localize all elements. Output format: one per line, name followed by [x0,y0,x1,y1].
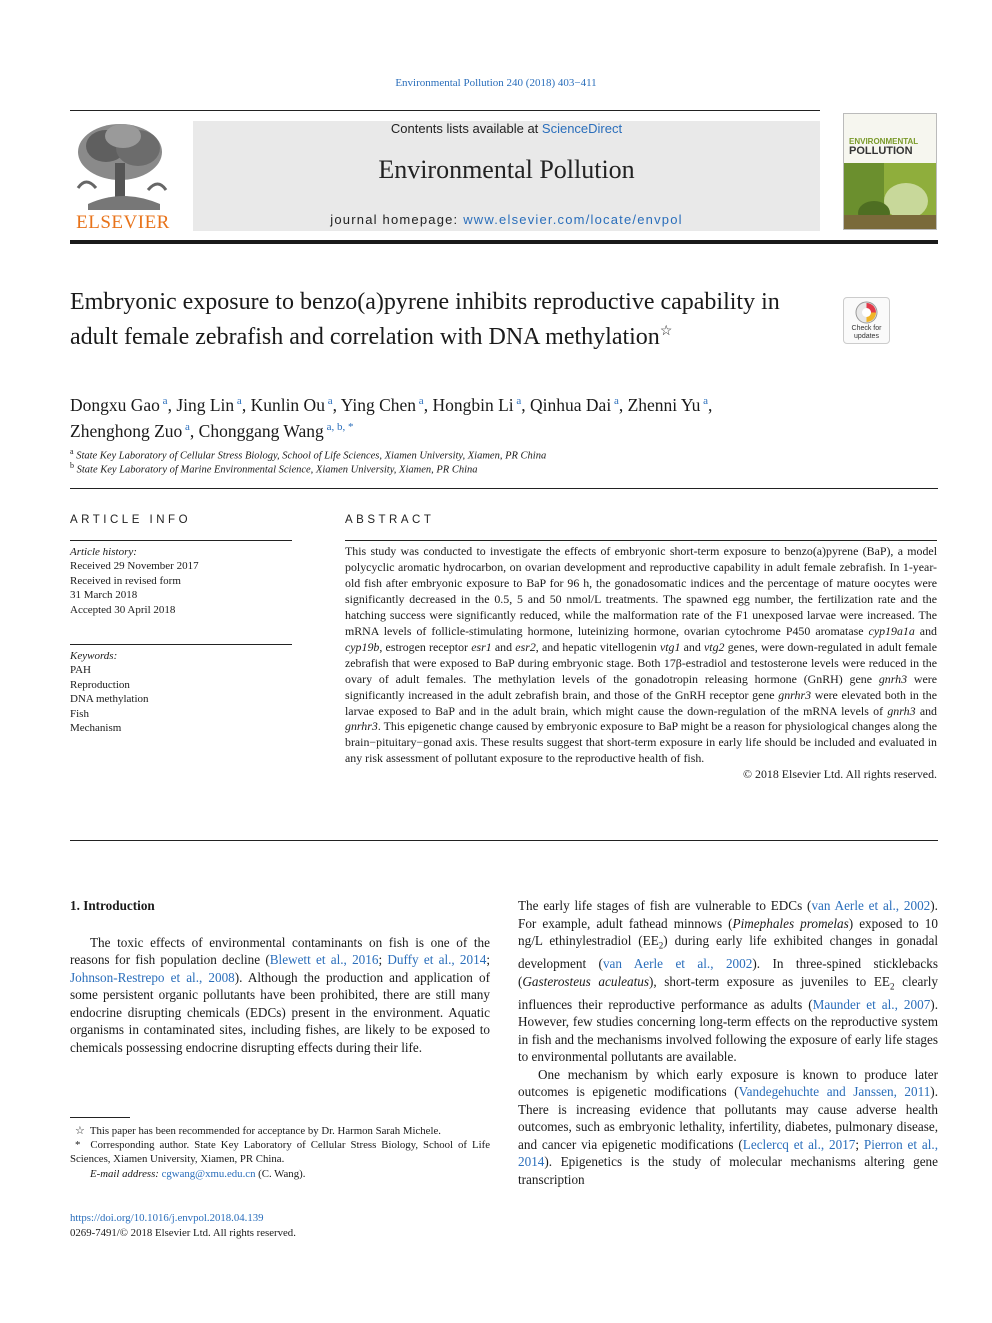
footnote-rule [70,1117,130,1118]
author-affiliation-mark[interactable]: a [513,395,522,407]
affiliation-b [70,459,930,478]
citation-link[interactable]: Pierron et al., 2014 [518,1136,938,1170]
text-run: , estrogen receptor [379,639,472,654]
italic-term: Pimephales promelas [732,915,849,931]
footnote-recommendation [70,1124,490,1138]
italic-term: cyp19b [345,639,380,654]
author-affiliation-mark[interactable]: a [700,395,708,407]
author-separator: , [707,394,713,415]
italic-term: vtg1 [659,639,681,654]
intro-heading: 1. Introduction [70,898,155,913]
italic-term: vtg2 [704,639,725,654]
sciencedirect-link[interactable]: ScienceDirect [541,121,623,136]
article-title [70,288,810,352]
section-rule [70,488,938,489]
homepage-line [193,212,820,227]
contents-line [193,121,820,136]
text-run: ). Although the production and application of some persistent organic pollutants have been prohibited, there are still many endocrine disrupting chemicals (EDCs) present in the environment. Aquatic organisms in contaminated sites, including fishes, are likely to be exposed to chemicals possessing endocrine disrupting effects during their life. [70,969,490,1055]
text-run: and [491,639,516,654]
history-item: Accepted 30 April 2018 [70,603,176,616]
keyword-item: DNA methylation [70,693,149,706]
subscript: 2 [658,940,664,951]
italic-term: cyp19a1a [868,623,915,638]
footnote-mark: ☆ [75,1125,85,1137]
text-run: and [680,639,705,654]
italic-term: Gasterosteus aculeatus [522,973,649,989]
keyword-item: Mechanism [70,722,122,735]
author-separator: , [521,394,531,415]
intro-left-column [70,897,490,1056]
author-separator: , [241,394,251,415]
check-for-updates-badge[interactable] [843,297,890,344]
running-head[interactable]: Environmental Pollution 240 (2018) 403−411 [395,77,597,89]
author-name[interactable]: Ying Chen [340,394,417,415]
text-run: ). Epigenetics is the study of molecular mechanisms altering gene transcription [518,1154,938,1187]
italic-term: esr2 [515,639,536,654]
journal-cover[interactable] [843,113,937,230]
author-name[interactable]: Zhenni Yu [627,394,701,415]
footnote-text: This paper has been recommended for acceptance by Dr. Harmon Sarah Michele. [89,1125,441,1137]
cover-image-icon [844,163,936,229]
cover-title-1: ENVIRONMENTAL [849,137,919,146]
author-separator: , [189,420,199,441]
affiliation-text: State Key Laboratory of Marine Environmental Science, Xiamen University, Xiamen, PR China [76,464,478,476]
affiliation-mark: b [70,461,74,470]
doi-line [70,1211,296,1241]
affiliation-mark: a [70,447,74,456]
abstract-rule [345,540,937,541]
history-item: Received 29 November 2017 [70,560,199,573]
author-name[interactable]: Zhenghong Zuo [70,420,183,441]
text-run: clearly influences their reproductive performance as adults ( [518,973,938,1012]
abstract-text [345,544,937,765]
history-label: Article history: [70,546,137,558]
author-separator: , [167,394,177,415]
affiliation-text: State Key Laboratory of Cellular Stress Biology, School of Life Sciences, Xiamen University, Xiamen, PR China [76,450,547,462]
text-run: genes, were down-regulated in adult female zebrafish that were exposed to BaP during embryonic stage. Both 17β-estradiol and testosterone levels were reduced in the ovary of adult females. The methylation levels of the gonadotropin releasing hormone (GnRH) gene [345,639,937,686]
text-run: and [914,623,937,638]
citation-link[interactable]: Duffy et al., 2014 [387,952,487,967]
footnotes [70,1124,490,1181]
footnote-email [70,1167,490,1181]
text-run: ) during early life exhibited changes in gonadal development ( [518,933,938,972]
article-history [70,545,292,617]
author-name[interactable]: Jing Lin [176,394,235,415]
italic-term: gnrhr3 [345,719,378,734]
italic-term: gnrh3 [878,671,908,686]
check-updates-label-2: updates [854,333,879,340]
author-affiliation-mark[interactable]: a [159,395,168,407]
abstract-copyright: © 2018 Elsevier Ltd. All rights reserved. [743,767,937,782]
email-suffix: (C. Wang). [255,1167,306,1180]
italic-term: esr1 [471,639,492,654]
history-item: Received in revised form [70,574,181,587]
keywords-label: Keywords: [70,650,118,662]
author-affiliation-mark[interactable]: a [234,395,242,407]
citation-link[interactable]: Vandegehuchte and Janssen, 2011 [738,1084,931,1100]
author-name[interactable]: Chonggang Wang [198,420,324,441]
author-affiliation-mark[interactable]: a [324,395,333,407]
issn-line: 0269-7491/© 2018 Elsevier Ltd. All rights reserved. [70,1227,296,1239]
text-run: One mechanism by which early exposure is known to produce later outcomes is epigenetic modifications ( [518,1066,938,1100]
header-thick-rule [70,240,938,244]
text-run: The toxic effects of environmental contaminants on fish is one of the reasons for fish population decline ( [70,934,490,967]
intro-paragraph [70,934,490,1057]
keyword-item: Reproduction [70,678,130,691]
article-info-rule [70,540,292,541]
author-name[interactable]: Hongbin Li [432,394,514,415]
author-list [70,390,930,442]
intro-paragraph [518,897,938,1066]
italic-term: gnrh3 [887,703,916,718]
text-run: ; [486,952,490,967]
intro-paragraph [518,1066,938,1189]
history-item: 31 March 2018 [70,589,138,602]
contents-prefix: Contents lists available at [390,121,542,136]
text-run: . This epigenetic change caused by embryonic exposure to BaP might be a reason for physiological changes along the brain−pituitary−gonad axis. These results suggest that short-term exposure in early life should be included and evaluated in any risk assessment of pollutant exposure to the reproductive health of fish. [345,719,937,766]
text-run: This study was conducted to investigate the effects of embryonic short-term exposure to benzo(a)pyrene (BaP), a model polycyclic aromatic hydrocarbon, on ovarian development and reproductive capability in adult female zebrafish. In 1-year-old fish after embryonic exposure to BaP for 96 h, the gonadosomatic indices and the percentage of mature oocytes were significantly decreased in the 0.5, 5 and 50 nmol/L treatments. The spawned egg number, the fertilization rate and the hatching success were significantly reduced, while the malformation rate of the F1 unexposed larvae were increased. The mRNA levels of follicle-stimulating hormone, luteinizing hormone, ovarian cytochrome P450 aromatase [345,544,937,638]
keyword-item: Fish [70,707,89,720]
author-name[interactable]: Kunlin Ou [250,394,325,415]
check-updates-label-1: Check for [851,325,882,332]
author-separator: , [332,394,341,415]
elsevier-wordmark: ELSEVIER [76,212,170,233]
text-run: ). In three-spined sticklebacks ( [518,956,938,989]
homepage-link[interactable]: www.elsevier.com/locate/envpol [463,212,683,227]
italic-term: gnrhr3 [778,687,812,702]
text-run: ). There is increasing evidence that pollutants may cause adverse health outcomes, such as embryonic lethality, infertility, diabetes, pulmonary disease, and cancer via epigenetic modifications ( [518,1084,938,1152]
doi-link[interactable]: https://doi.org/10.1016/j.envpol.2018.04.139 [70,1212,264,1224]
author-separator: , [618,394,628,415]
citation-link[interactable]: Blewett et al., 2016 [269,952,379,967]
author-name[interactable]: Dongxu Gao [70,394,160,415]
abstract-heading: ABSTRACT [345,514,435,526]
text-run: were elevated both in the larvae exposed to BaP and in the adult brain, which might cause the down-regulation of the mRNA levels of [345,687,938,718]
citation-link[interactable]: Maunder et al., 2007 [812,996,931,1012]
article-title-text: Embryonic exposure to benzo(a)pyrene inhibits reproductive capability in adult female zebrafish and correlation with DNA methylation [70,289,780,350]
cover-title-2: POLLUTION [849,145,913,157]
citation-link[interactable]: van Aerle et al., 2002 [811,898,931,913]
citation-link[interactable]: Leclercq et al., 2017 [742,1136,856,1152]
citation-link[interactable]: Johnson-Restrepo et al., 2008 [70,969,235,985]
homepage-prefix: journal homepage: [330,212,464,227]
text-run: ) exposed to 10 ng/L ethinylestradiol (EE [518,915,938,948]
email-label: E-mail address: [90,1167,159,1180]
footnote-text: Corresponding author. State Key Laboratory of Cellular Stress Biology, School of Life Sciences, Xiamen University, Xiamen, PR China. [70,1139,490,1166]
text-run: ). However, few studies concerning long-term effects on the reproductive system in fish and the mechanisms involved following the exposure of early life stages to environmental pollutants are available. [518,996,938,1065]
text-run: ), short-term exposure as juveniles to EE [648,973,890,989]
email-link[interactable]: cgwang@xmu.edu.cn [161,1167,256,1180]
text-run: and [915,703,937,718]
header-rule [70,110,820,111]
elsevier-logo[interactable] [68,118,178,236]
citation-link[interactable]: van Aerle et al., 2002 [602,956,753,972]
author-affiliation-mark[interactable]: a, b, * [323,420,354,433]
check-updates-icon [855,301,878,324]
text-run: ; [378,952,388,967]
abstract-body [345,544,937,783]
author-affiliation-mark[interactable]: a [416,395,424,407]
subscript: 2 [889,981,895,992]
footnote-corresponding [70,1138,490,1166]
author-affiliation-mark[interactable]: a [611,395,619,407]
text-run: ; [855,1136,864,1152]
keywords-rule [70,644,292,645]
title-footnote-mark[interactable]: ☆ [659,324,673,339]
keywords [70,649,292,735]
text-run: ). For example, adult fathead minnows ( [518,898,938,931]
text-run: The early life stages of fish are vulnerable to EDCs ( [518,898,812,913]
author-affiliation-mark[interactable]: a [182,420,190,433]
keyword-item: PAH [70,664,91,677]
article-info-heading: ARTICLE INFO [70,514,192,526]
section-rule-bottom [70,840,938,841]
text-run: were significantly increased in the adult zebrafish brain, and those of the GnRH receptor gene [345,671,937,702]
journal-title: Environmental Pollution [378,155,635,184]
author-separator: , [423,394,433,415]
author-name[interactable]: Qinhua Dai [530,394,612,415]
footnote-mark: * [75,1139,81,1152]
intro-right-column [518,897,938,1188]
text-run: , and hepatic vitellogenin [535,639,660,654]
